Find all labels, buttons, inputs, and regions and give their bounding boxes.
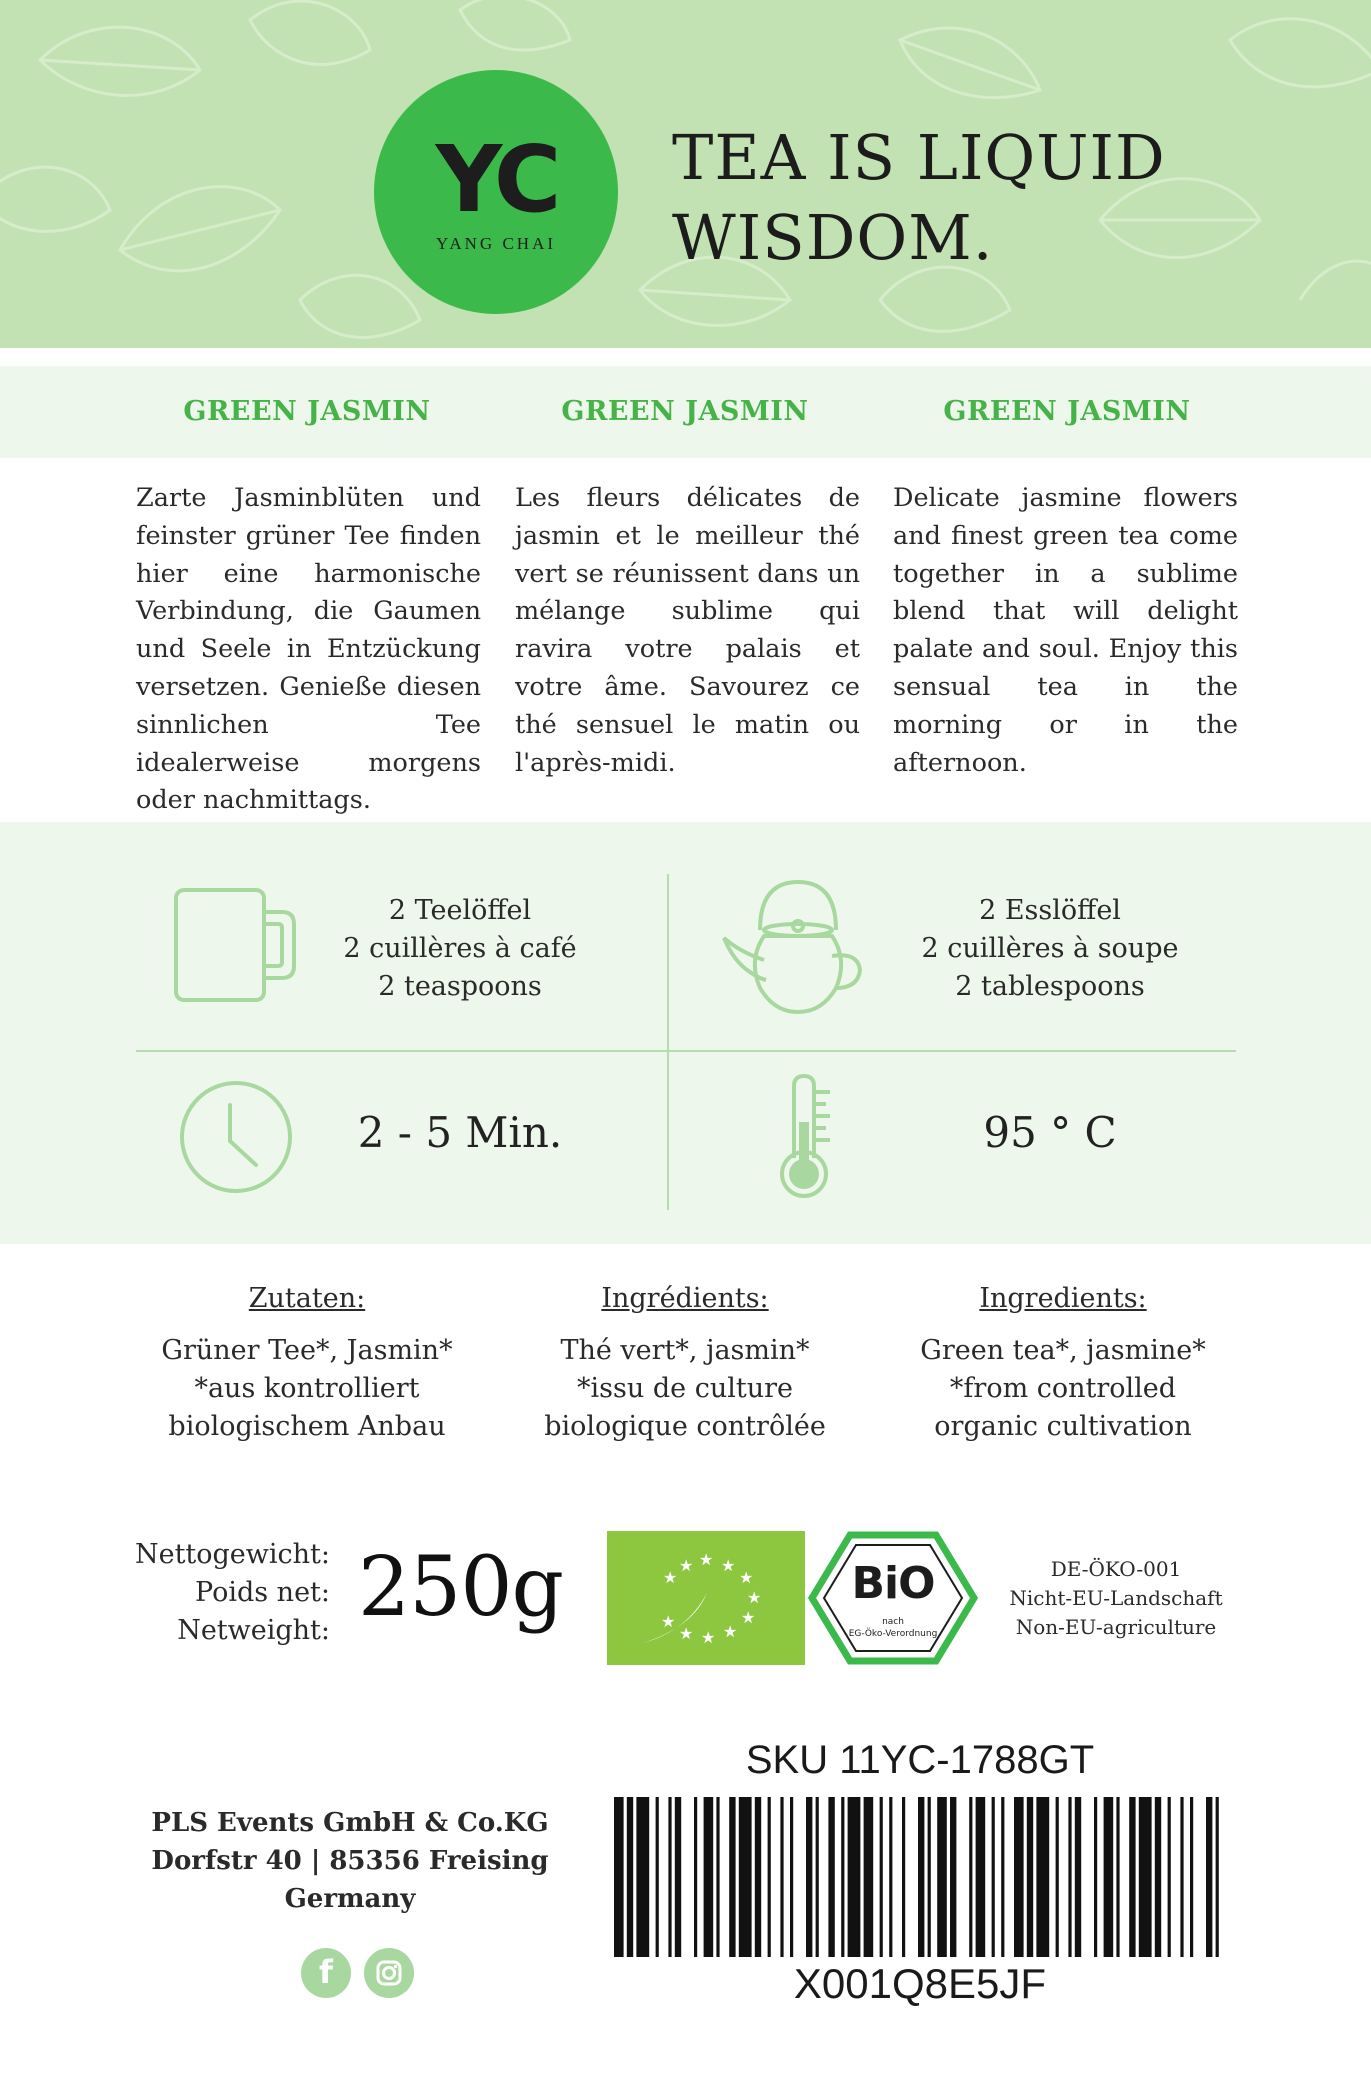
company-country: Germany [284,1884,416,1914]
brew-divider-horizontal [136,1050,1236,1052]
eu-organic-leaf-icon [607,1531,805,1665]
barcode-bar [1116,1797,1119,1957]
water-temperature: 95 ° C [983,1108,1117,1157]
company-street: Dorfstr 40 | 85356 Freising [151,1846,549,1876]
tagline-line-1: TEA IS LIQUID [672,121,1166,194]
logo-brand-name: YANG CHAI [435,234,557,253]
barcode-bar [780,1797,783,1957]
header-banner [0,0,1371,348]
barcode-bar [816,1797,819,1957]
pot-dosage-de: 2 Esslöffel [979,895,1121,926]
cup-dosage-de: 2 Teelöffel [388,895,532,926]
barcode-bar [902,1797,905,1957]
svg-text:★: ★ [701,1628,716,1647]
svg-text:★: ★ [699,1550,714,1569]
facebook-glyph: f [319,1953,333,1991]
net-weight-label-en: Netweight: [177,1615,330,1646]
mug-icon [170,882,300,1012]
product-title-en: GREEN JASMIN [943,396,1191,427]
svg-text:★: ★ [741,1608,756,1627]
barcode-bar [1014,1797,1024,1957]
barcode-bar [1180,1797,1183,1957]
thermometer-icon [774,1072,844,1202]
ingredients-title-fr: Ingrédients: [601,1283,769,1314]
company-name: PLS Events GmbH & Co.KG [151,1808,549,1838]
sku-label: SKU 11YC-1788GT [745,1738,1095,1782]
ingredients-title-de: Zutaten: [248,1283,366,1314]
barcode-bar [1190,1797,1193,1957]
tagline [672,118,1312,278]
barcode-bar [969,1797,972,1957]
barcode-bar [1216,1797,1219,1957]
net-weight-labels [130,1536,330,1650]
ingredients-de-line-2: *aus kontrolliert [194,1373,420,1404]
ingredients-fr-line-3: biologique contrôlée [544,1411,826,1442]
ingredients-de-line-3: biologischem Anbau [168,1411,446,1442]
tagline-line-2: WISDOM. [672,201,994,274]
barcode-bar [848,1797,861,1957]
cup-dosage-fr: 2 cuillères à café [343,933,577,964]
brew-divider-vertical [667,874,669,1210]
bio-seal-subtext-2: EG-Öko-Verordnung [848,1629,938,1639]
barcode-code: X001Q8E5JF [793,1960,1047,2007]
barcode-bar [636,1797,649,1957]
pot-dosage [900,892,1200,1006]
barcode-bar [937,1797,947,1957]
pot-dosage-fr: 2 cuillères à soupe [921,933,1179,964]
barcode-bar [704,1797,714,1957]
cup-dosage [310,892,610,1006]
brand-logo [374,70,618,314]
net-weight-label-fr: Poids net: [195,1577,330,1608]
svg-text:★: ★ [739,1568,754,1587]
company-address [140,1804,560,1918]
barcode-bar [918,1797,924,1957]
barcode-bar [828,1797,834,1957]
cert-code: DE-ÖKO-001 [1050,1557,1182,1581]
ingredients-en-line-1: Green tea*, jasmine* [920,1335,1206,1366]
barcode-bar [627,1797,633,1957]
barcode-bar [790,1797,793,1957]
barcode-bar [992,1797,995,1957]
barcode-bar [1168,1797,1171,1957]
barcode-bar [768,1797,771,1957]
ingredients-en-line-3: organic cultivation [934,1411,1192,1442]
description-en: Delicate jasmine flowers and finest green tea come together in a sublime blend that will delight palate and soul. Enjoy this sensual tea in the morning or in the afternoon. [893,483,1238,778]
barcode-bar [729,1797,735,1957]
svg-text:★: ★ [747,1588,762,1607]
clock-icon [176,1077,296,1197]
barcode-bar [1036,1797,1049,1957]
cert-origin-en: Non-EU-agriculture [1015,1615,1217,1639]
barcode-bar [739,1797,752,1957]
ingredients-en [853,1280,1273,1446]
ingredients-en-line-2: *from controlled [949,1373,1177,1404]
product-title-de: GREEN JASMIN [183,396,431,427]
teapot-icon [720,870,870,1020]
barcode-bar [864,1797,874,1957]
barcode-bar [1056,1797,1059,1957]
cup-dosage-en: 2 teaspoons [378,971,542,1002]
barcode-bar [841,1797,844,1957]
svg-text:★: ★ [679,1556,694,1575]
barcode-bar [668,1797,671,1957]
barcode-bar [1129,1797,1135,1957]
ingredients-fr-line-1: Thé vert*, jasmin* [560,1335,810,1366]
barcode-bar [889,1797,892,1957]
barcode-bar [755,1797,761,1957]
barcode-bar [1104,1797,1114,1957]
barcode-bar [1075,1797,1081,1957]
logo-mark: YC [435,126,557,233]
barcode-bar [675,1797,681,1957]
product-title-bar [0,366,1371,458]
barcode-bar [656,1797,659,1957]
ingredients-fr [475,1280,895,1446]
facebook-icon[interactable] [301,1948,351,1998]
description-de: Zarte Jasminblüten und feinster grüner Tee finden hier eine harmonische Verbindung, die Gaumen und Seele in Entzückung versetzen. Genieße diesen sinnlichen Tee idealerweise morgens oder nachmittags. [136,483,481,816]
brewing-instructions [0,822,1371,1244]
barcode-bar [614,1797,624,1957]
barcode-bar [716,1797,719,1957]
barcode-bar [950,1797,956,1957]
ingredients-de [97,1280,517,1446]
barcode-bar [806,1797,812,1957]
pot-dosage-en: 2 tablespoons [955,971,1145,1002]
barcode-bar [1155,1797,1161,1957]
barcode-bar [928,1797,931,1957]
description-fr: Les fleurs délicates de jasmin et le meilleur thé vert se réunissent dans un mélange sublime qui ravira votre palais et votre âme. Savourez ce thé sensuel le matin ou l'après-midi. [515,483,860,778]
barcode-bar [976,1797,986,1957]
net-weight-value: 250g [358,1540,564,1635]
barcode-bar [1068,1797,1071,1957]
barcode-bar [880,1797,883,1957]
net-weight-label-de: Nettogewicht: [134,1539,330,1570]
svg-text:★: ★ [663,1568,678,1587]
steep-time: 2 - 5 Min. [357,1108,563,1157]
bio-seal-subtext-1: nach [882,1617,904,1627]
barcode-bar [1001,1797,1004,1957]
svg-text:★: ★ [679,1624,694,1643]
organic-certification-text [1000,1555,1232,1642]
product-title-fr: GREEN JASMIN [561,396,809,427]
barcode-bar [1027,1797,1033,1957]
bio-seal-word: BiO [851,1558,935,1609]
barcode-bar [1094,1797,1097,1957]
barcode-bar [694,1797,697,1957]
ingredients-de-line-1: Grüner Tee*, Jasmin* [161,1335,453,1366]
svg-text:★: ★ [721,1556,736,1575]
barcode-image [610,1797,1230,1957]
barcode-bar [1206,1797,1212,1957]
instagram-icon[interactable] [364,1948,414,1998]
svg-text:★: ★ [723,1622,738,1641]
cert-origin-de: Nicht-EU-Landschaft [1009,1586,1223,1610]
ingredients-fr-line-2: *issu de culture [577,1373,793,1404]
svg-text:★: ★ [661,1612,676,1631]
ingredients-title-en: Ingredients: [979,1283,1147,1314]
barcode-bar [1139,1797,1152,1957]
